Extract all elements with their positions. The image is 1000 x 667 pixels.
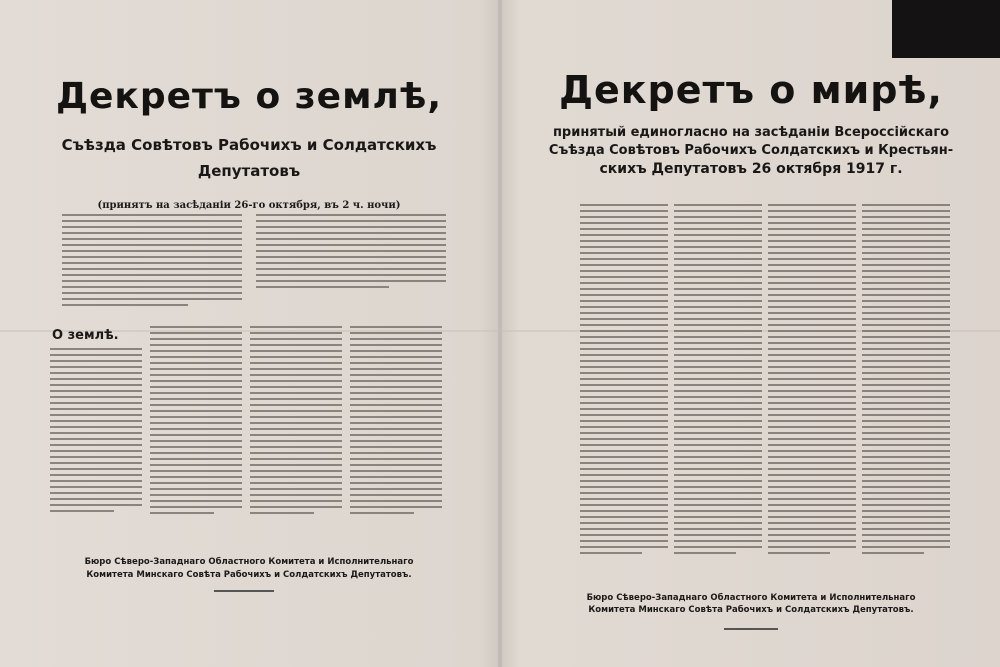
right-page-subtitle-line1: принятый единогласно на засѣданіи Всероссійскаго [552, 125, 950, 140]
left-page-title: Декретъ о землѣ, [55, 76, 443, 117]
left-footer-rule [214, 590, 274, 592]
left-body-column-4 [350, 326, 442, 518]
left-intro-text-column-1 [62, 214, 242, 310]
left-intro-text-column-2 [256, 214, 446, 292]
right-page-subtitle-line2: Съѣзда Совѣтовъ Рабочихъ Солдатскихъ и Крестьян- [548, 143, 954, 158]
left-footer-line1: Бюро Сѣверо-Западнаго Областного Комитета и Исполнительнаго [84, 557, 414, 567]
left-body-column-1 [50, 348, 142, 516]
left-page-adoption-note: (принятъ на засѣданіи 26-го октября, въ 2 ч. ночи) [97, 200, 401, 211]
right-page [502, 0, 1000, 667]
left-page [0, 0, 498, 667]
right-footer-line2: Комитета Минскаго Совѣта Рабочихъ и Солдатскихъ Депутатовъ. [588, 605, 914, 615]
right-body-column-4 [862, 204, 950, 558]
right-footer-rule [724, 628, 778, 630]
right-body-column-1 [580, 204, 668, 558]
left-body-column-3 [250, 326, 342, 518]
left-page-subtitle-line2: Депутатовъ [197, 162, 301, 180]
right-page-subtitle-line3: скихъ Депутатовъ 26 октября 1917 г. [599, 161, 903, 177]
right-body-column-2 [674, 204, 762, 558]
right-body-column-3 [768, 204, 856, 558]
right-page-title: Декретъ о мирѣ, [559, 68, 943, 112]
left-section-heading: О землѣ. [52, 328, 119, 343]
left-body-column-2 [150, 326, 242, 518]
left-footer-line2: Комитета Минскаго Совѣта Рабочихъ и Солдатскихъ Депутатовъ. [86, 570, 412, 580]
right-footer-line1: Бюро Сѣверо-Западнаго Областного Комитета и Исполнительнаго [586, 593, 916, 603]
left-page-subtitle-line1: Съѣзда Совѣтовъ Рабочихъ и Солдатскихъ [61, 136, 437, 154]
